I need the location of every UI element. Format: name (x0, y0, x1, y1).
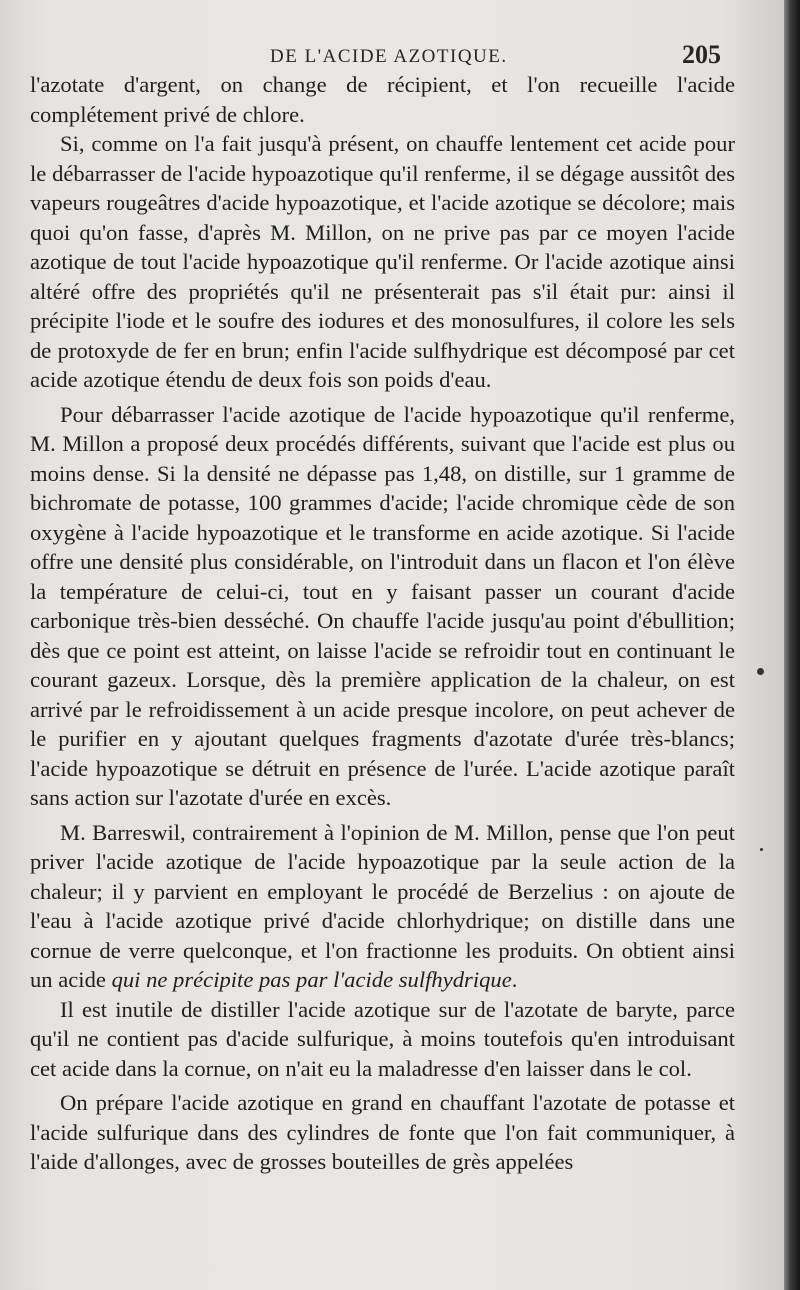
paragraph-heating-acid: Si, comme on l'a fait jusqu'à présent, on chauffe lentement cet acide pour le débarrasser de l'acide hypoazotique qu'il renferme, il se dégage aussitôt des vapeurs rougeâtres d'acide hypoazotique, et l'acide azotique se décolore; mais quoi qu'on fasse, d'après M. Millon, on ne prive pas par ce moyen l'acide azotique de tout l'acide hypoazotique qu'il renferme. Or l'acide azotique ainsi altéré offre des propriétés qu'il ne présenterait pas s'il était pur: ainsi il précipite l'iode et le soufre des iodures et des monosulfures, il colore les sels de protoxyde de fer en brun; enfin l'acide sulfhydrique est décomposé par cet acide azotique étendu de deux fois son poids d'eau. (30, 131, 735, 392)
paragraph-industrial-preparation: On prépare l'acide azotique en grand en chauffant l'azotate de potasse et l'acide sulfurique dans des cylindres de fonte que l'on fait communiquer, à l'aide d'allonges, avec de grosses bouteilles de grès appelées (30, 1090, 735, 1174)
paragraph-barreswil-end: . (511, 967, 518, 992)
paragraph-continuation: l'azotate d'argent, on change de récipient, et l'on recueille l'acide complétement privé de chlore. (30, 72, 735, 127)
page-edge-shadow (784, 0, 800, 1290)
ink-speck (757, 668, 764, 675)
paragraph-millon-procedures: Pour débarrasser l'acide azotique de l'acide hypoazotique qu'il renferme, M. Millon a proposé deux procédés différents, suivant que l'acide est plus ou moins dense. Si la densité ne dépasse pas 1,48, on distille, sur 1 gramme de bichromate de potasse, 100 grammes d'acide; l'acide chromique cède de son oxygène à l'acide hypoazotique et le transforme en acide azotique. Si l'acide offre une densité plus considérable, on l'introduit dans un flacon et l'on élève la température de celui-ci, tout en y faisant passer un courant d'acide carbonique très-bien desséché. On chauffe l'acide jusqu'au point d'ébullition; dès que ce point est atteint, on laisse l'acide se refroidir tout en continuant le courant gazeux. Lorsque, dès la première application de la chaleur, on est arrivé par le refroidissement à un acide presque incolore, on peut achever de le purifier en y ajoutant quelques fragments d'azotate d'urée très-blancs; l'acide hypoazotique se détruit en présence de l'urée. L'acide azotique paraît sans action sur l'azotate d'urée en excès. (30, 401, 735, 810)
body-text (30, 70, 735, 1177)
paragraph-baryte: Il est inutile de distiller l'acide azotique sur de l'azotate de baryte, parce qu'il ne contient pas d'acide sulfurique, à moins toutefois qu'en introduisant cet acide dans la cornue, on n'ait eu la maladresse d'en laisser dans le col. (30, 996, 735, 1081)
ink-speck (760, 848, 763, 851)
paragraph-barreswil-text: M. Barreswil, contrairement à l'opinion de M. Millon, pense que l'on peut priver l'acide azotique de l'acide hypoazotique par la seule action de la chaleur; il y parvient en employant le procédé de Berzelius : on ajoute de l'eau à l'acide azotique privé d'acide chlorhydrique; on distille dans une cornue de verre quelconque, et l'on fractionne les produits. On obtient ainsi un acide (30, 819, 735, 992)
page-number: 205 (682, 40, 721, 69)
paragraph-barreswil (30, 818, 735, 995)
running-title: DE L'ACIDE AZOTIQUE. (270, 46, 508, 67)
paragraph-barreswil-emphasis: qui ne précipite pas par l'acide sulfhydrique (111, 967, 512, 992)
page-header (0, 40, 784, 74)
